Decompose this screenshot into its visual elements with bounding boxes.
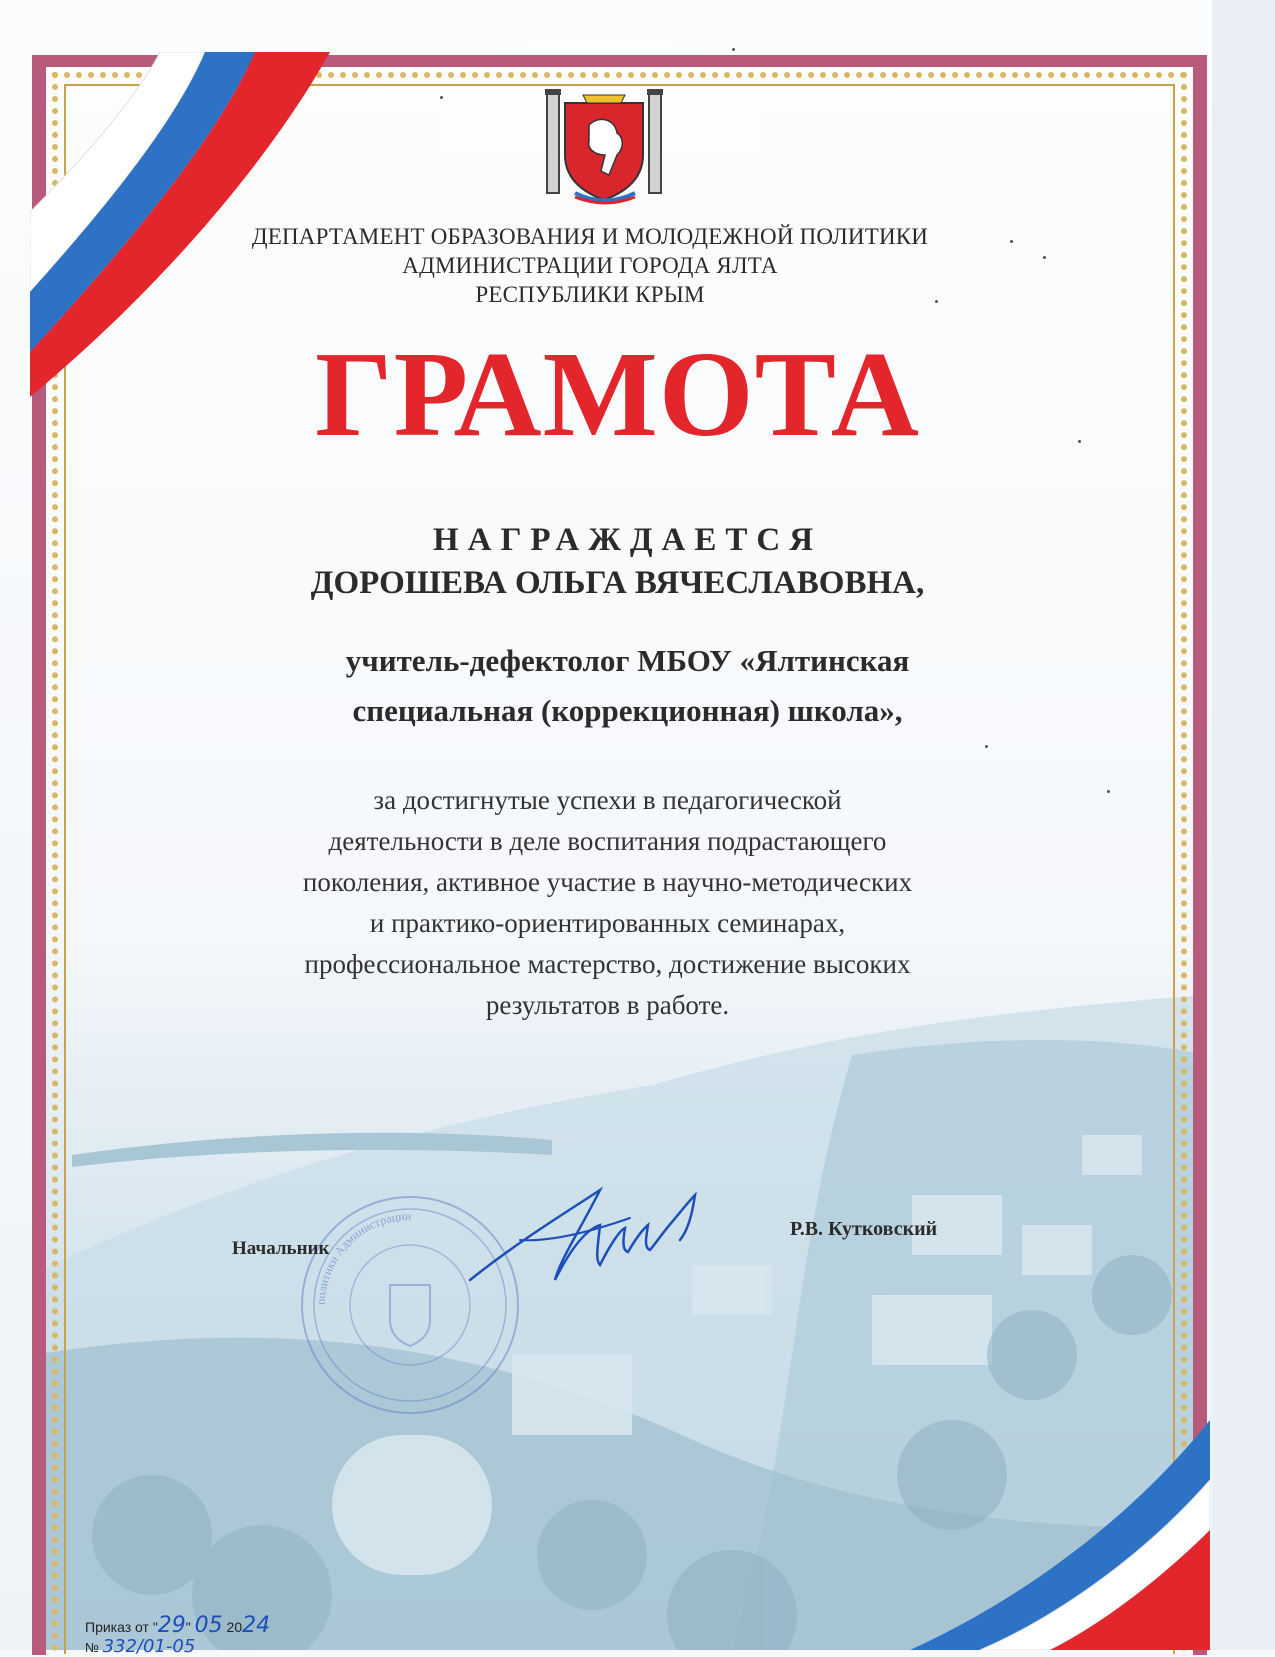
position-line-2: специальная (коррекционная) школа», (352, 693, 903, 728)
order-day: 29 (157, 1613, 186, 1638)
reason-line-4: и практико-ориентированных семинарах, (369, 908, 846, 938)
certificate-title: ГРАМОТА (314, 327, 921, 462)
department-heading (0, 222, 1180, 309)
awarded-label: НАГРАЖДАЕТСЯ (432, 522, 823, 558)
order-date (85, 1613, 271, 1638)
scan-speck (1043, 256, 1046, 259)
award-reason (0, 780, 1245, 1026)
order-year-prefix: 20 (222, 1619, 243, 1635)
scan-speck (440, 96, 443, 99)
reason-line-6: результатов в работе. (485, 990, 730, 1020)
order-year: 24 (242, 1613, 271, 1638)
handwritten-signature (460, 1170, 710, 1300)
scan-speck (1107, 790, 1110, 793)
crimea-coat-of-arms-icon (545, 85, 663, 205)
order-mid: " (185, 1619, 195, 1635)
reason-line-3: поколения, активное участие в научно-методических (302, 867, 913, 897)
scan-speck (732, 48, 735, 51)
department-line-3: РЕСПУБЛИКИ КРЫМ (475, 282, 705, 307)
order-number-value: 332/01-05 (102, 1636, 196, 1657)
recipient-name: ДОРОШЕВА ОЛЬГА ВЯЧЕСЛАВОВНА, (310, 565, 925, 601)
reason-line-1: за достигнутые успехи в педагогической (373, 785, 842, 815)
scan-speck (1010, 240, 1013, 243)
signer-title: Начальник (232, 1238, 330, 1259)
crimean-flag-ribbon (870, 1380, 1210, 1650)
order-number-prefix: № (85, 1640, 103, 1655)
seal-text: политики Администрации (313, 1208, 412, 1306)
signer-name: Р.В. Кутковский (790, 1218, 938, 1240)
reason-line-2: деятельности в деле воспитания подрастающего (328, 826, 887, 856)
recipient-position (0, 636, 1265, 736)
scan-speck (935, 300, 938, 303)
department-line-1: ДЕПАРТАМЕНТ ОБРАЗОВАНИЯ И МОЛОДЕЖНОЙ ПОЛИТИКИ (251, 224, 929, 249)
scan-speck (1078, 440, 1081, 443)
order-prefix: Приказ от " (85, 1619, 158, 1635)
department-line-2: АДМИНИСТРАЦИИ ГОРОДА ЯЛТА (402, 253, 778, 278)
reason-line-5: профессиональное мастерство, достижение высоких (304, 949, 911, 979)
scan-speck (985, 745, 988, 748)
position-line-1: учитель-дефектолог МБОУ «Ялтинская (345, 643, 910, 678)
order-number (85, 1636, 195, 1657)
order-month: 05 (194, 1613, 223, 1638)
